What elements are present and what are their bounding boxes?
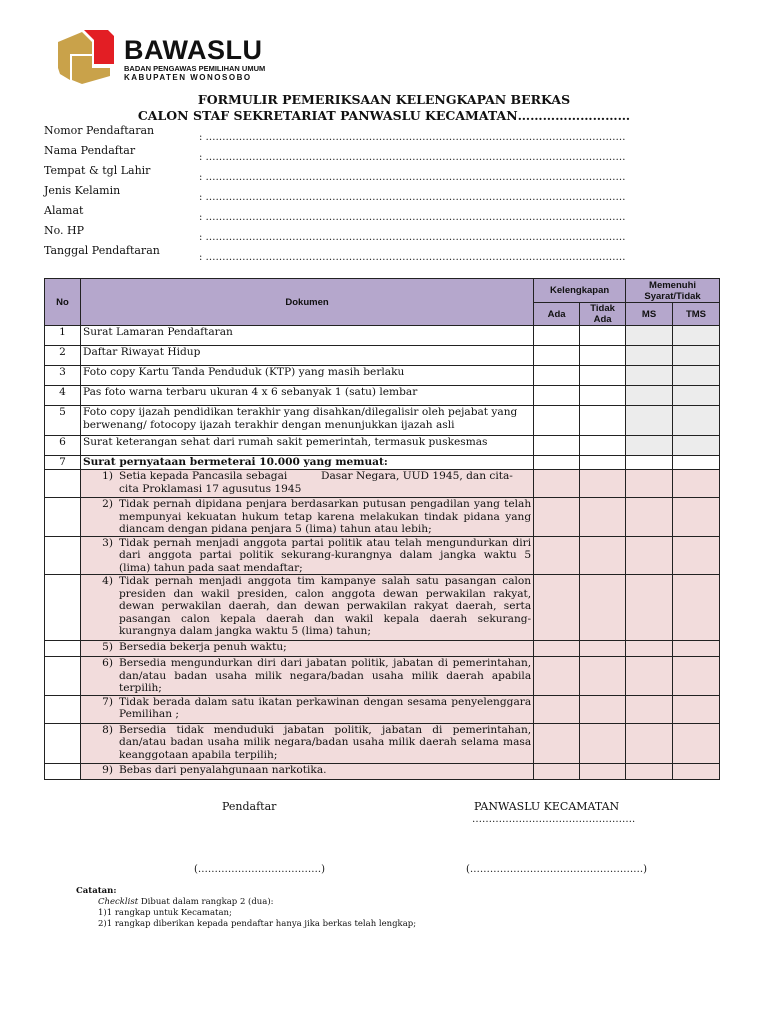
cell-tidak-ada[interactable]	[580, 575, 626, 641]
cell-tms[interactable]	[673, 386, 720, 406]
logo-text	[124, 36, 265, 82]
cell-tidak-ada[interactable]	[580, 346, 626, 366]
cell-tidak-ada[interactable]	[580, 436, 626, 456]
table-subrow: 4) Tidak pernah menjadi anggota tim kampanye salah satu pasangan calon presiden dan wakil presiden, calon anggota dewan perwakilan rakyat, dewan perwakilan daerah, dan dewan perwakilan rakyat daerah, serta pasangan calon kepala daerah dan wakil kepala daerah sekurang-kurangnya dalam jangka waktu 5 (lima) tahun;	[45, 575, 720, 641]
cell-tidak-ada[interactable]	[580, 763, 626, 779]
cell-tms[interactable]	[673, 498, 720, 537]
cell-ada[interactable]	[534, 536, 580, 575]
header-memenuhi: Memenuhi Syarat/Tidak	[626, 279, 720, 303]
cell-tidak-ada[interactable]	[580, 657, 626, 696]
cell-ms[interactable]	[626, 366, 673, 386]
cell-ada[interactable]	[534, 723, 580, 763]
cell-tidak-ada[interactable]	[580, 470, 626, 498]
field-jenis-kelamin: Jenis Kelamin : ………………………………………………………………………………………………………………	[44, 184, 626, 203]
cell-ms[interactable]	[626, 657, 673, 696]
cell-tms[interactable]	[673, 575, 720, 641]
cell-ms[interactable]	[626, 763, 673, 779]
cell-ms[interactable]	[626, 575, 673, 641]
cell-ms[interactable]	[626, 536, 673, 575]
header-tms: TMS	[673, 303, 720, 326]
table-row: 7 Surat pernyataan bermeterai 10.000 yang memuat:	[45, 456, 720, 470]
cell-tms[interactable]	[673, 470, 720, 498]
table-subrow: 7) Tidak berada dalam satu ikatan perkawinan dengan sesama penyelenggara Pemilihan ;	[45, 695, 720, 723]
cell-tms[interactable]	[673, 641, 720, 657]
cell-tms[interactable]	[673, 723, 720, 763]
cell-ms[interactable]	[626, 436, 673, 456]
cell-ada[interactable]	[534, 436, 580, 456]
signature-right-name[interactable]: (…………………………………………….)	[466, 864, 647, 875]
cell-tms[interactable]	[673, 763, 720, 779]
table-subrow: 8) Bersedia tidak menduduki jabatan politik, jabatan di pemerintahan, dan/atau badan usaha milik negara/badan usaha milik daerah selama masa keanggotaan apabila terpilih;	[45, 723, 720, 763]
cell-ms[interactable]	[626, 406, 673, 436]
table-subrow: 6) Bersedia mengundurkan diri dari jabatan politik, jabatan di pemerintahan, dan/atau badan usaha milik negara/badan usaha milik daerah apabila terpilih;	[45, 657, 720, 696]
form-subtitle: CALON STAF SEKRETARIAT PANWASLU KECAMATAN………………………	[137, 108, 631, 123]
cell-tms[interactable]	[673, 346, 720, 366]
notes-line2: 1)1 rangkap untuk Kecamatan;	[98, 908, 232, 918]
table-subrow: 9) Bebas dari penyalahgunaan narkotika.	[45, 763, 720, 779]
notes-line3: 2)1 rangkap diberikan kepada pendaftar hanya jika berkas telah lengkap;	[98, 919, 417, 929]
cell-ms[interactable]	[626, 326, 673, 346]
cell-tidak-ada[interactable]	[580, 386, 626, 406]
header-tidak-ada: Tidak Ada	[580, 303, 626, 326]
signature-right-dots: ………………………………………….	[472, 814, 636, 825]
cell-ms[interactable]	[626, 386, 673, 406]
notes-title: Catatan:	[76, 886, 117, 896]
cell-tms[interactable]	[673, 436, 720, 456]
cell-tms[interactable]	[673, 695, 720, 723]
registrant-fields	[44, 124, 684, 264]
form-title: FORMULIR PEMERIKSAAN KELENGKAPAN BERKAS	[197, 92, 571, 107]
table-row: 1 Surat Lamaran Pendaftaran	[45, 326, 720, 346]
cell-ada[interactable]	[534, 386, 580, 406]
cell-ada[interactable]	[534, 326, 580, 346]
signature-left-name[interactable]: (……………………………….)	[194, 864, 325, 875]
cell-ms[interactable]	[626, 346, 673, 366]
cell-tidak-ada[interactable]	[580, 326, 626, 346]
table-row: 6 Surat keterangan sehat dari rumah sakit pemerintah, termasuk puskesmas	[45, 436, 720, 456]
notes: Catatan: Checklist Dibuat dalam rangkap 2 (dua): 1)1 rangkap untuk Kecamatan; 2)1 rangkap diberikan kepada pendaftar hanya jika berkas telah lengkap;	[76, 886, 417, 929]
cell-tms[interactable]	[673, 657, 720, 696]
signature-right-label: PANWASLU KECAMATAN	[474, 800, 620, 813]
cell-tidak-ada[interactable]	[580, 498, 626, 537]
cell-ms[interactable]	[626, 498, 673, 537]
table-subrow: 3) Tidak pernah menjadi anggota partai politik atau telah mengundurkan diri dari anggota partai politik sekurang-kurangnya dalam jangka waktu 5 (lima) tahun pada saat mendaftar;	[45, 536, 720, 575]
cell-ms[interactable]	[626, 641, 673, 657]
cell-ms[interactable]	[626, 723, 673, 763]
cell-ada[interactable]	[534, 657, 580, 696]
cell-tms[interactable]	[673, 366, 720, 386]
header-ms: MS	[626, 303, 673, 326]
cell-tidak-ada[interactable]	[580, 366, 626, 386]
cell-tidak-ada[interactable]	[580, 406, 626, 436]
cell-tidak-ada[interactable]	[580, 723, 626, 763]
cell-tidak-ada[interactable]	[580, 641, 626, 657]
cell-ada[interactable]	[534, 641, 580, 657]
notes-checklist: Checklist	[98, 897, 139, 907]
cell-tms[interactable]	[673, 536, 720, 575]
cell-tms[interactable]	[673, 326, 720, 346]
header-no: No	[45, 279, 81, 326]
document-checklist-table	[44, 278, 720, 780]
table-subrow: 1) Setia kepada Pancasila sebagai Dasar Negara, UUD 1945, dan cita-cita Proklamasi 17 agusutus 1945	[45, 470, 720, 498]
cell-ada[interactable]	[534, 763, 580, 779]
field-alamat: Alamat : ………………………………………………………………………………………………………………	[44, 204, 626, 223]
field-no-hp: No. HP : ………………………………………………………………………………………………………………	[44, 224, 626, 243]
cell-tidak-ada[interactable]	[580, 695, 626, 723]
table-subrow: 2) Tidak pernah dipidana penjara berdasarkan putusan pengadilan yang telah mempunyai kekuatan hukum tetap karena melakukan tindak pidana yang diancam dengan pidana penjara 5 (lima) tahun atau lebih;	[45, 498, 720, 537]
logo-name: BAWASLU	[124, 35, 263, 65]
cell-ms[interactable]	[626, 695, 673, 723]
header-dokumen: Dokumen	[80, 279, 533, 326]
cell-tms[interactable]	[673, 406, 720, 436]
cell-ada[interactable]	[534, 366, 580, 386]
field-nomor-pendaftaran: Nomor Pendaftaran : ………………………………………………………………………………………………………………	[44, 124, 626, 143]
cell-ada[interactable]	[534, 498, 580, 537]
cell-ms[interactable]	[626, 470, 673, 498]
table-subrow: 5) Bersedia bekerja penuh waktu;	[45, 641, 720, 657]
signature-left-label: Pendaftar	[222, 800, 277, 813]
logo-subtitle: BADAN PENGAWAS PEMILIHAN UMUM	[124, 64, 266, 73]
field-nama-pendaftar: Nama Pendaftar : ………………………………………………………………………………………………………………	[44, 144, 626, 163]
cell-ada[interactable]	[534, 575, 580, 641]
header-ada: Ada	[534, 303, 580, 326]
cell-ada[interactable]	[534, 470, 580, 498]
cell-ada[interactable]	[534, 406, 580, 436]
cell-ada[interactable]	[534, 346, 580, 366]
logo-region: KABUPATEN WONOSOBO	[124, 73, 252, 82]
table-row: 5 Foto copy ijazah pendidikan terakhir yang disahkan/dilegalisir oleh pejabat yang berwenang/ fotocopy ijazah terakhir dengan menunjukkan ijazah asli	[45, 406, 720, 436]
header-kelengkapan: Kelengkapan	[534, 279, 626, 303]
table-row: 3 Foto copy Kartu Tanda Penduduk (KTP) yang masih berlaku	[45, 366, 720, 386]
table-row: 2 Daftar Riwayat Hidup	[45, 346, 720, 366]
table-row: 4 Pas foto warna terbaru ukuran 4 x 6 sebanyak 1 (satu) lembar	[45, 386, 720, 406]
cell-tidak-ada[interactable]	[580, 536, 626, 575]
field-tanggal-pendaftaran: Tanggal Pendaftaran : ………………………………………………………………………………………………………………	[44, 244, 626, 263]
cell-ada[interactable]	[534, 695, 580, 723]
field-tempat-tgl-lahir: Tempat & tgl Lahir : ………………………………………………………………………………………………………………	[44, 164, 626, 183]
